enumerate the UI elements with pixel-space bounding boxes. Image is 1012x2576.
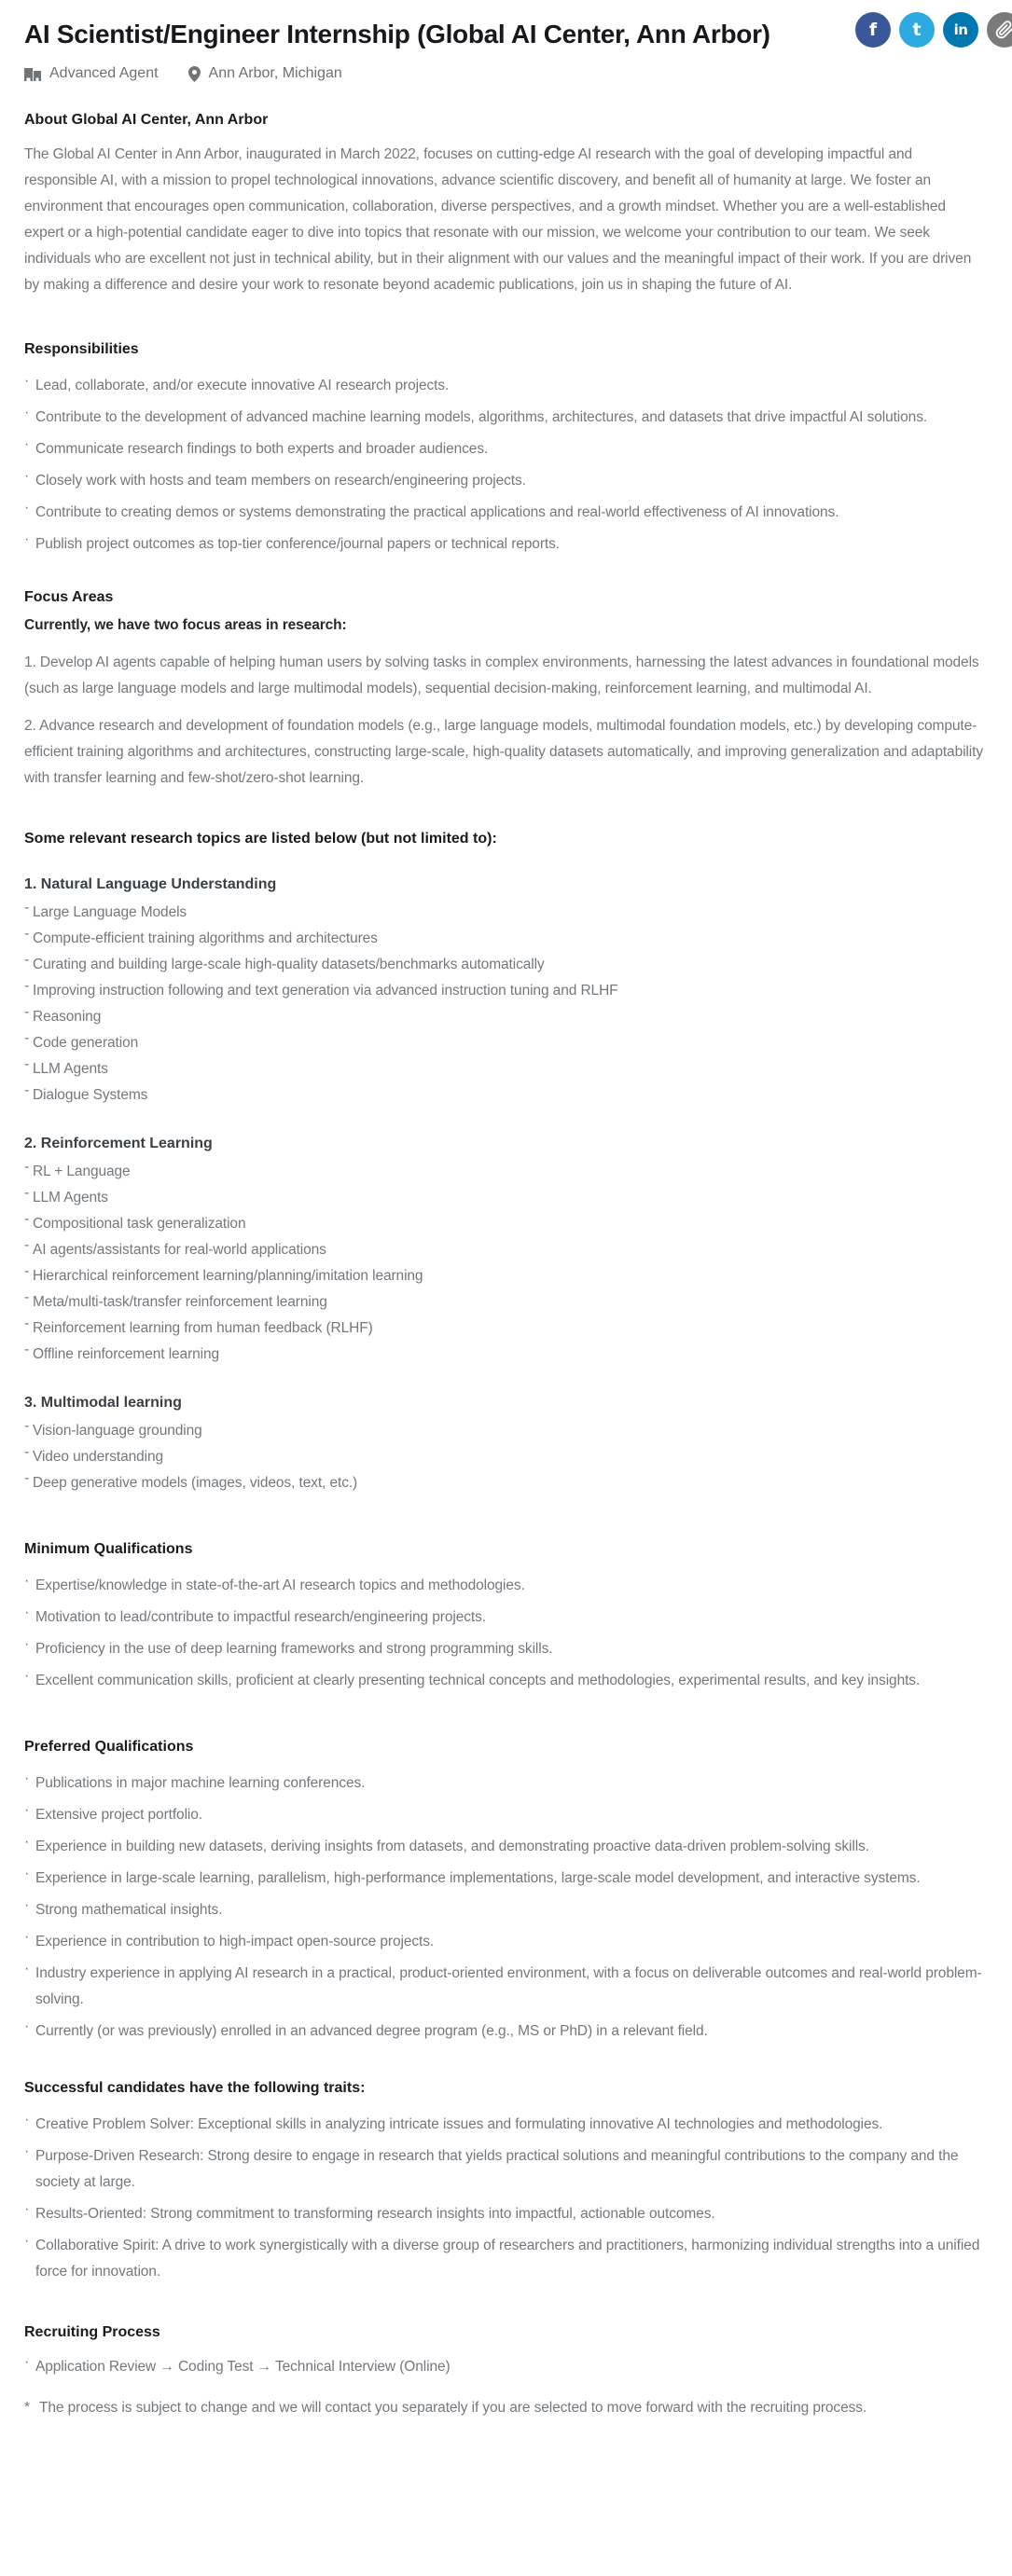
list-item: · Results-Oriented: Strong commitment to transforming research insights into impactful, actionable outcomes. xyxy=(24,2201,715,2222)
company-name: Advanced Agent xyxy=(49,65,159,81)
list-item: - RL + Language xyxy=(24,1159,131,1179)
section-heading: Minimum Qualifications xyxy=(24,1541,193,1557)
recruiting-note-text: The process is subject to change and we will contact you separately if you are selected to move forward with the recruiting process. xyxy=(39,2400,867,2416)
asterisk-marker: * xyxy=(24,2400,30,2416)
section-heading: Recruiting Process xyxy=(24,2324,160,2340)
list-item: - Vision-language grounding xyxy=(24,1418,202,1439)
preferred-qualifications-list xyxy=(24,1770,989,2045)
linkedin-share-button[interactable] xyxy=(943,12,978,48)
list-item: · Experience in contribution to high-impact open-source projects. xyxy=(24,1929,435,1949)
section-heading: Successful candidates have the following traits: xyxy=(24,2080,366,2096)
topic-group-title: 3. Multimodal learning xyxy=(24,1395,182,1411)
topic-list xyxy=(24,1159,989,1368)
list-item: - Video understanding xyxy=(24,1444,164,1465)
list-item: · Experience in building new datasets, deriving insights from datasets, and demonstrating proactive data-driven problem-solving skills. xyxy=(24,1834,869,1854)
list-item: · Lead, collaborate, and/or execute innovative AI research projects. xyxy=(24,373,450,393)
section-traits xyxy=(24,2078,989,2285)
linkedin-icon: in xyxy=(953,21,968,38)
location-text: Ann Arbor, Michigan xyxy=(208,65,342,81)
facebook-icon: f xyxy=(868,19,878,40)
list-item: - Large Language Models xyxy=(24,900,187,920)
twitter-share-button[interactable] xyxy=(899,12,935,48)
focus-areas-intro: Currently, we have two focus areas in research: xyxy=(24,617,347,633)
company-meta xyxy=(24,65,159,82)
topic-list xyxy=(24,1418,989,1496)
list-item: · Application Review → Coding Test → Technical Interview (Online) xyxy=(24,2354,451,2375)
list-item: · Contribute to creating demos or systems demonstrating the practical applications and real-world effectiveness of AI innovations. xyxy=(24,500,839,520)
list-item: · Expertise/knowledge in state-of-the-art AI research topics and methodologies. xyxy=(24,1573,525,1593)
list-item: · Publications in major machine learning conferences. xyxy=(24,1770,366,1791)
list-item: - Offline reinforcement learning xyxy=(24,1342,220,1362)
topic-group-nlu xyxy=(24,874,989,1109)
job-meta xyxy=(24,65,989,82)
section-heading: Some relevant research topics are listed below (but not limited to): xyxy=(24,831,497,847)
recruiting-note xyxy=(24,2395,989,2421)
list-item: · Excellent communication skills, proficient at clearly presenting technical concepts and methodologies, experimental results, and key insights. xyxy=(24,1668,921,1688)
section-preferred-qualifications xyxy=(24,1737,989,2045)
section-recruiting-process xyxy=(24,2322,989,2421)
list-item: - Code generation xyxy=(24,1030,139,1051)
list-item: · Proficiency in the use of deep learning frameworks and strong programming skills. xyxy=(24,1636,553,1657)
section-heading: About Global AI Center, Ann Arbor xyxy=(24,112,269,128)
focus-area-paragraph: 1. Develop AI agents capable of helping human users by solving tasks in complex environments, harnessing the latest advances in foundational models (such as large language models and large multimodal models), sequential decision-making, reinforcement learning, and multimodal AI. xyxy=(24,654,979,696)
section-heading: Preferred Qualifications xyxy=(24,1739,194,1755)
list-item: · Communicate research findings to both experts and broader audiences. xyxy=(24,436,489,457)
list-item: - Improving instruction following and text generation via advanced instruction tuning and RLHF xyxy=(24,978,618,999)
copy-link-button[interactable] xyxy=(987,12,1012,48)
list-item: · Extensive project portfolio. xyxy=(24,1802,202,1823)
topic-group-rl xyxy=(24,1133,989,1368)
section-heading: Responsibilities xyxy=(24,341,139,357)
list-item: - Reasoning xyxy=(24,1004,102,1025)
section-focus-areas xyxy=(24,587,989,792)
page-title: AI Scientist/Engineer Internship (Global AI Center, Ann Arbor) xyxy=(24,20,770,48)
list-item: - Dialogue Systems xyxy=(24,1082,148,1103)
focus-areas-paragraphs xyxy=(24,650,989,792)
list-item: · Closely work with hosts and team members on research/engineering projects. xyxy=(24,468,526,489)
list-item: · Purpose-Driven Research: Strong desire to engage in research that yields practical solutions and meaningful contributions to the company and the society at large. xyxy=(24,2143,959,2190)
responsibilities-list xyxy=(24,373,989,558)
location-meta xyxy=(188,65,342,82)
facebook-share-button[interactable] xyxy=(855,12,891,48)
topic-group-title: 1. Natural Language Understanding xyxy=(24,876,277,892)
list-item: - Meta/multi-task/transfer reinforcement learning xyxy=(24,1289,327,1310)
list-item: - Hierarchical reinforcement learning/planning/imitation learning xyxy=(24,1263,423,1284)
focus-area-paragraph: 2. Advance research and development of foundation models (e.g., large language models, multimodal foundation models, etc.) by developing compute-efficient training algorithms and architectures, constructing large-scale, high-quality datasets automatically, and improving generalization and adaptability with transfer learning and few-shot/zero-shot learning. xyxy=(24,718,983,786)
list-item: - Deep generative models (images, videos, text, etc.) xyxy=(24,1470,358,1491)
list-item: · Strong mathematical insights. xyxy=(24,1897,223,1918)
twitter-icon: t xyxy=(912,19,922,40)
list-item: - Compute-efficient training algorithms and architectures xyxy=(24,926,378,946)
section-heading: Focus Areas xyxy=(24,589,114,605)
list-item: - Reinforcement learning from human feedback (RLHF) xyxy=(24,1316,373,1336)
list-item: · Collaborative Spirit: A drive to work synergistically with a diverse group of researchers and practitioners, harmonizing individual strengths into a unified force for innovation. xyxy=(24,2233,980,2280)
topic-group-title: 2. Reinforcement Learning xyxy=(24,1136,213,1151)
location-pin-icon xyxy=(188,66,201,82)
about-paragraph: The Global AI Center in Ann Arbor, inaugurated in March 2022, focuses on cutting-edge AI research with the goal of developing impactful and responsible AI, with a mission to propel technological innovations, advance scientific discovery, and benefit all of humanity at large. We foster an environment that encourages open communication, collaboration, diverse perspectives, and a growth mindset. Whether you are a well-established expert or a high-potential candidate eager to dive into topics that resonate with our mission, we welcome your contribution to our team. We seek individuals who are excellent not just in technical ability, but in their alignment with our values and the meaningful impact of their work. If you are driven by making a difference and desire your work to resonate beyond academic publications, join us in shaping the future of AI. xyxy=(24,146,972,293)
list-item: - Curating and building large-scale high-quality datasets/benchmarks automatically xyxy=(24,952,545,972)
list-item: · Publish project outcomes as top-tier conference/journal papers or technical reports. xyxy=(24,531,560,552)
list-item: · Industry experience in applying AI research in a practical, product-oriented environment, with a focus on deliverable outcomes and real-world problem-solving. xyxy=(24,1961,982,2007)
list-item: · Motivation to lead/contribute to impactful research/engineering projects. xyxy=(24,1605,486,1625)
list-item: · Creative Problem Solver: Exceptional skills in analyzing intricate issues and formulating innovative AI technologies and methodologies. xyxy=(24,2112,883,2132)
section-research-topics xyxy=(24,829,989,1496)
list-item: - LLM Agents xyxy=(24,1185,108,1205)
list-item: · Contribute to the development of advanced machine learning models, algorithms, architectures, and datasets that drive impactful AI solutions. xyxy=(24,405,928,425)
section-minimum-qualifications xyxy=(24,1539,989,1694)
share-bar xyxy=(855,12,1012,48)
minimum-qualifications-list xyxy=(24,1573,989,1694)
list-item: - AI agents/assistants for real-world applications xyxy=(24,1237,326,1258)
paperclip-icon xyxy=(995,21,1012,39)
building-icon xyxy=(24,66,41,81)
list-item: · Currently (or was previously) enrolled in an advanced degree program (e.g., MS or PhD) in a relevant field. xyxy=(24,2018,708,2039)
traits-list xyxy=(24,2112,989,2285)
section-responsibilities xyxy=(24,339,989,558)
list-item: - Compositional task generalization xyxy=(24,1211,246,1232)
recruiting-steps-list xyxy=(24,2354,989,2380)
section-about xyxy=(24,110,989,298)
list-item: - LLM Agents xyxy=(24,1056,108,1077)
topic-group-multimodal xyxy=(24,1392,989,1496)
list-item: · Experience in large-scale learning, parallelism, high-performance implementations, large-scale model development, and interactive systems. xyxy=(24,1866,921,1886)
topic-list xyxy=(24,900,989,1109)
